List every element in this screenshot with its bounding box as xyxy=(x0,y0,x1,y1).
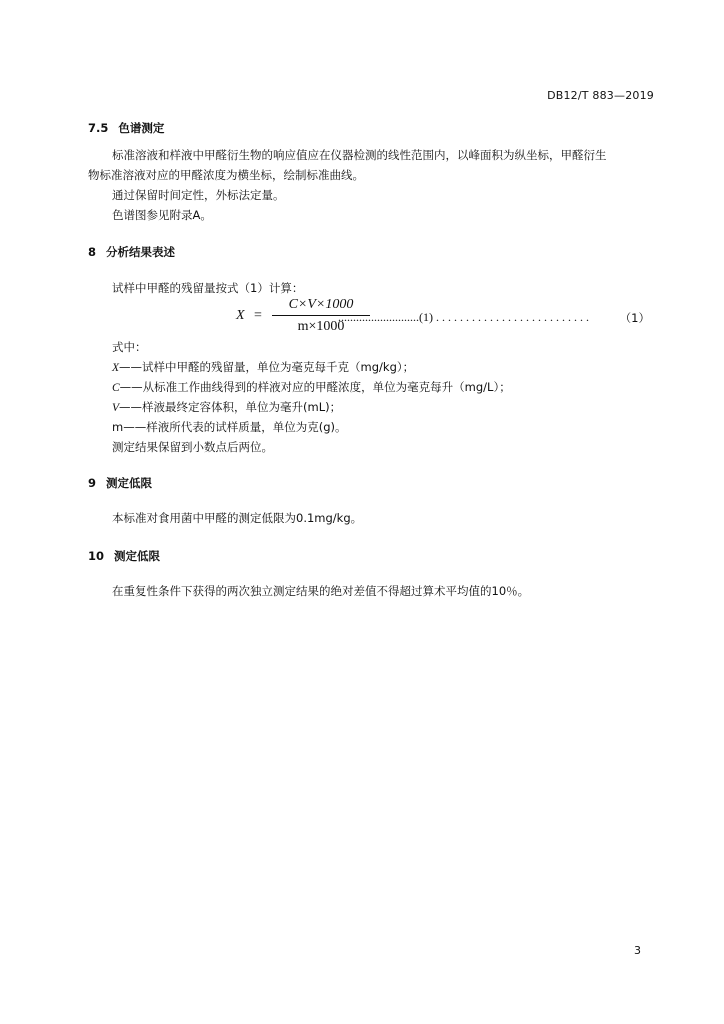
section-number: 8 xyxy=(88,245,97,259)
section-title: 分析结果表述 xyxy=(106,245,176,259)
definition-text: ——从标准工作曲线得到的样液对应的甲醛浓度，单位为毫克每升（mg/L）； xyxy=(119,380,511,394)
section-title: 测定低限 xyxy=(106,476,153,490)
definition-symbol: m xyxy=(112,420,124,434)
where-label: 式中： xyxy=(112,340,147,354)
section-number: 10 xyxy=(88,549,105,563)
definition-item xyxy=(112,377,511,398)
section-heading-10 xyxy=(88,548,160,564)
section-title: 色谱测定 xyxy=(118,121,165,135)
formula-number: （1） xyxy=(619,311,650,325)
page-number: 3 xyxy=(634,944,641,957)
section-heading-9 xyxy=(88,475,152,491)
definition-text: ——试样中甲醛的残留量，单位为毫克每千克（mg/kg）； xyxy=(119,360,415,374)
definition-text: ——样液所代表的试样质量，单位为克(g)。 xyxy=(123,420,347,434)
definition-symbol: C xyxy=(112,382,120,394)
rounding-note: 测定结果保留到小数点后两位。 xyxy=(112,440,273,454)
paragraph-continuation: 物标准溶液对应的甲醛浓度为横坐标，绘制标准曲线。 xyxy=(88,168,364,182)
formula-lhs: X xyxy=(236,308,245,323)
standard-code: DB12/T 883—2019 xyxy=(547,89,654,102)
definition-item xyxy=(112,397,341,418)
formula-leader-dots: ...........................(1) . . . . . . . . . . . . . . . . . . . . . . . . . . xyxy=(338,310,589,324)
section-number: 7.5 xyxy=(88,121,109,135)
definition-item xyxy=(112,417,346,437)
formula-denominator: m×1000 xyxy=(297,319,345,334)
section-title: 测定低限 xyxy=(114,549,161,563)
definition-symbol: X xyxy=(112,362,120,374)
section-number: 9 xyxy=(88,476,97,490)
paragraph: 标准溶液和样液中甲醛衍生物的响应值应在仪器检测的线性范围内，以峰面积为纵坐标，甲醛衍生 xyxy=(112,148,607,162)
formula-numerator: C×V×1000 xyxy=(288,297,354,312)
definition-item xyxy=(112,357,414,378)
section-heading-7-5 xyxy=(88,120,164,136)
paragraph: 本标准对食用菌中甲醛的测定低限为0.1mg/kg。 xyxy=(112,511,363,525)
formula-equals: = xyxy=(254,308,262,323)
formula-intro: 试样中甲醛的残留量按式（1）计算： xyxy=(112,281,304,295)
paragraph: 在重复性条件下获得的两次独立测定结果的绝对差值不得超过算术平均值的10％。 xyxy=(112,584,530,598)
paragraph: 色谱图参见附录A。 xyxy=(112,208,212,222)
formula xyxy=(232,296,652,338)
definition-text: ——样液最终定容体积，单位为毫升(mL)； xyxy=(119,400,342,414)
paragraph: 通过保留时间定性，外标法定量。 xyxy=(112,188,285,202)
section-heading-8 xyxy=(88,244,175,260)
definition-symbol: V xyxy=(112,402,120,414)
